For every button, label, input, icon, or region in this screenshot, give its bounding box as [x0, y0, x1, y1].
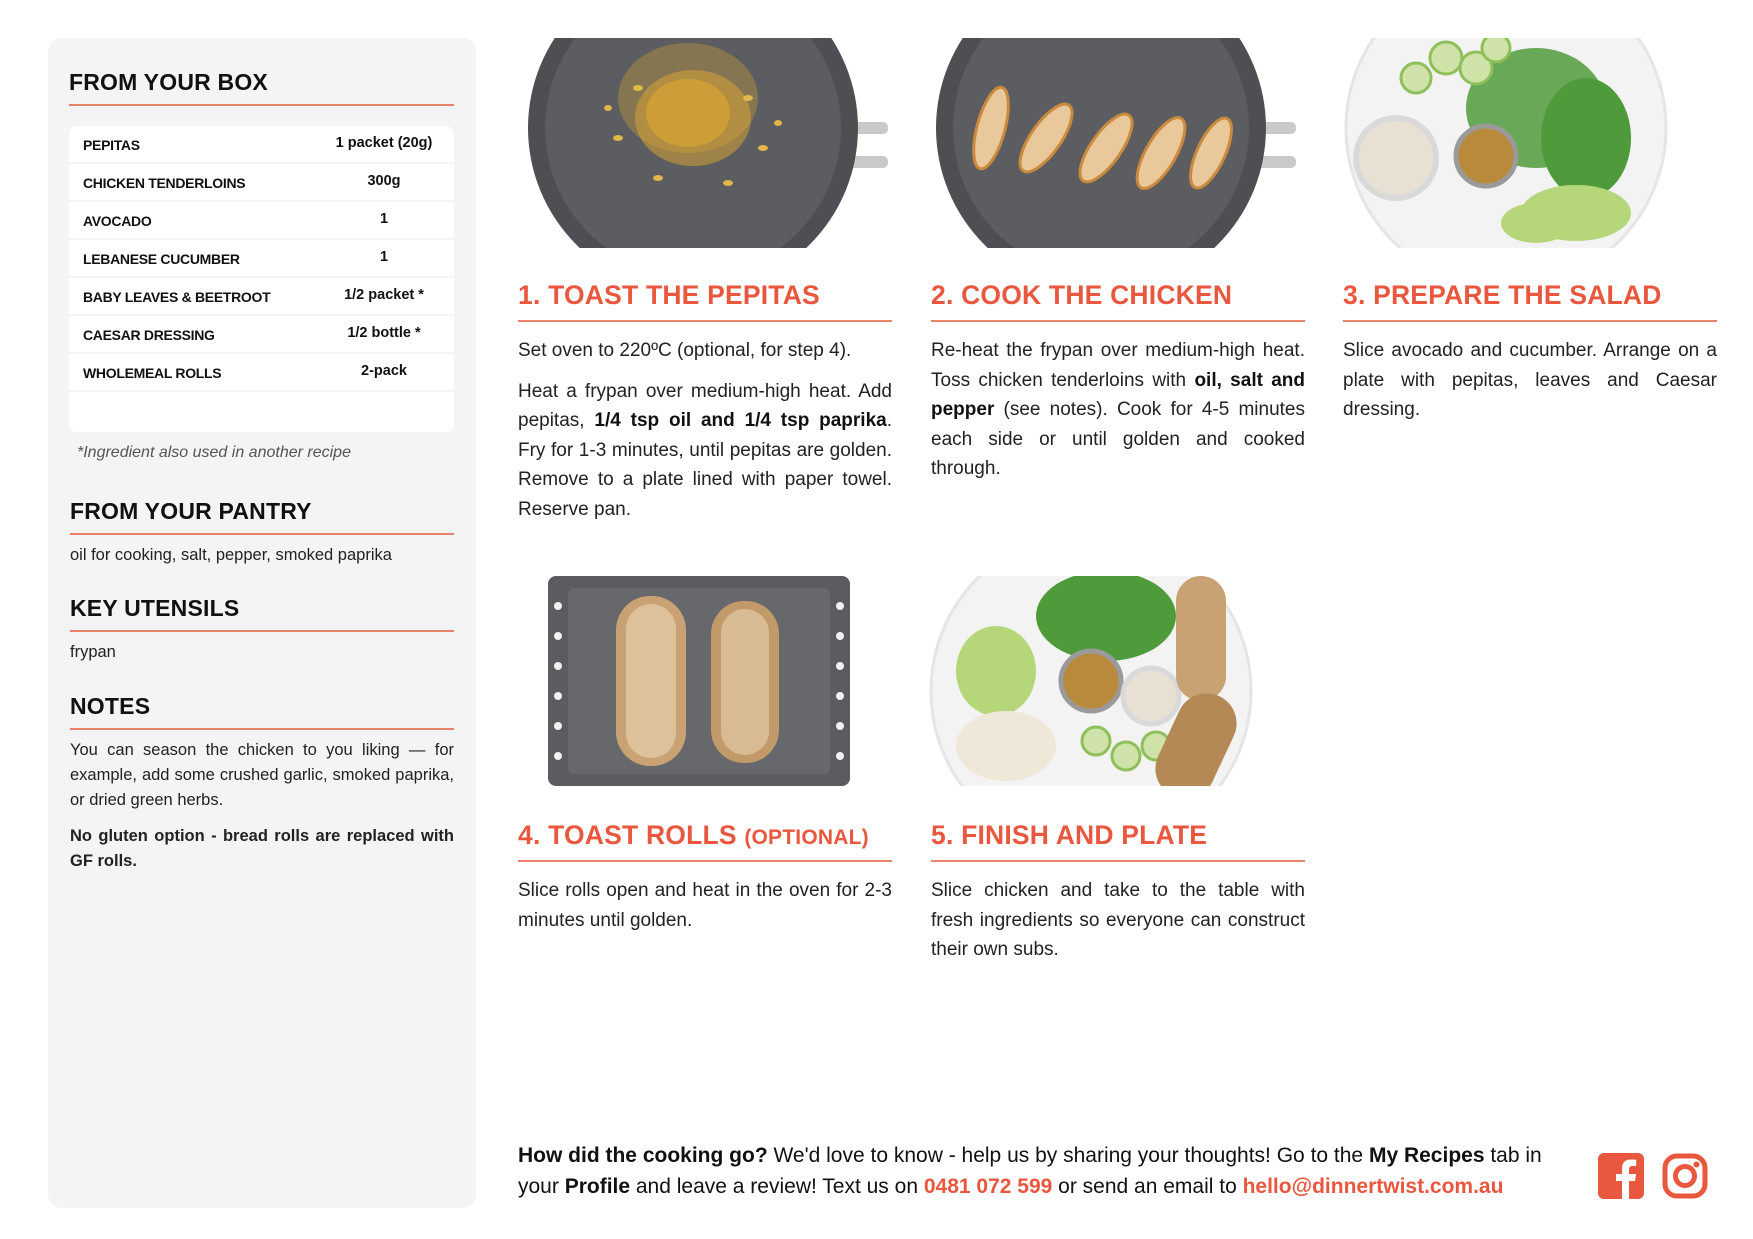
step-4-para-1: Slice rolls open and heat in the oven for 2-3 minutes until golden.: [518, 880, 892, 931]
heading-rule: [70, 728, 454, 730]
feedback-footer: [518, 1140, 1578, 1202]
step-2-title: 2. COOK THE CHICKEN: [931, 280, 1233, 310]
step-4-title-text: 4. TOAST ROLLS: [518, 820, 737, 850]
step-rule: [931, 860, 1305, 862]
step-1-image: [518, 38, 888, 248]
step-3-image: [1336, 38, 1706, 248]
step-1-para-1: Set oven to 220ºC (optional, for step 4).: [518, 340, 852, 361]
ingredient-row: [69, 202, 454, 240]
ingredient-row: [69, 278, 454, 316]
ingredient-note: *Ingredient also used in another recipe: [77, 444, 351, 461]
step-5-image: [926, 576, 1296, 786]
step-rule: [931, 320, 1305, 322]
step-4-image: [518, 576, 888, 786]
step-2-text-bold: oil, salt and pepper: [931, 369, 1305, 420]
step-5-para-1: Slice chicken and take to the table with fresh ingredients so everyone can construct their own subs.: [931, 880, 1305, 960]
ingredient-name: AVOCADO: [83, 213, 152, 229]
instagram-icon[interactable]: [1662, 1153, 1708, 1199]
step-rule: [518, 320, 892, 322]
notes-heading: NOTES: [70, 693, 151, 719]
step-1-text: [518, 336, 892, 535]
ingredient-qty: 2-pack: [361, 363, 407, 379]
ingredient-name: BABY LEAVES & BEETROOT: [83, 289, 271, 305]
utensils-text: frypan: [70, 643, 116, 661]
step-1-text-c: . Fry for 1-3 minutes, until pepitas are golden. Remove to a plate lined with paper towel. Reserve pan.: [518, 410, 893, 520]
ingredient-name: LEBANESE CUCUMBER: [83, 251, 240, 267]
pantry-heading: FROM YOUR PANTRY: [70, 498, 312, 524]
ingredients-sidebar: [48, 38, 476, 1208]
heading-rule: [70, 533, 454, 535]
step-4-text: [518, 876, 892, 946]
ingredient-name: CHICKEN TENDERLOINS: [83, 175, 246, 191]
footer-my-recipes: My Recipes: [1368, 1144, 1485, 1167]
ingredient-row: [69, 316, 454, 354]
ingredient-qty: 1: [379, 211, 389, 227]
facebook-icon[interactable]: [1598, 1153, 1644, 1199]
footer-text-3: and leave a review! Text us on: [630, 1175, 924, 1198]
step-4-title: [518, 820, 869, 851]
ingredient-row: [69, 164, 454, 202]
footer-text-4: or send an email to: [1052, 1175, 1243, 1198]
step-2-text: [931, 336, 1305, 495]
ingredient-qty: 1: [379, 249, 389, 265]
ingredient-name: WHOLEMEAL ROLLS: [83, 365, 222, 381]
step-2-image: [926, 38, 1296, 248]
notes-text: You can season the chicken to you liking — for example, add some crushed garlic, smoked paprika, or dried green herbs.: [70, 741, 454, 809]
step-1-para-2: [518, 377, 892, 525]
ingredient-row: [69, 354, 454, 392]
step-rule: [518, 860, 892, 862]
step-2-para-1: [931, 336, 1305, 484]
footer-phone-link[interactable]: 0481 072 599: [923, 1175, 1053, 1198]
step-rule: [1343, 320, 1717, 322]
step-2-text-c: (see notes). Cook for 4-5 minutes each side or until golden and cooked through.: [931, 399, 1305, 479]
from-your-box-heading: FROM YOUR BOX: [69, 69, 268, 95]
step-2-text-a: Re-heat the frypan over medium-high heat. Toss chicken tenderloins with: [931, 340, 1305, 391]
heading-rule: [70, 630, 454, 632]
footer-question: How did the cooking go?: [518, 1144, 768, 1167]
footer-text-1: We'd love to know - help us by sharing your thoughts! Go to the: [767, 1144, 1369, 1167]
ingredient-row: [69, 126, 454, 164]
step-3-text: [1343, 336, 1717, 436]
ingredient-row: [69, 240, 454, 278]
ingredient-qty: 1 packet (20g): [335, 135, 433, 151]
notes-gluten-option: No gluten option - bread rolls are replaced with GF rolls.: [70, 827, 454, 870]
utensils-heading: KEY UTENSILS: [70, 595, 240, 621]
pantry-text: oil for cooking, salt, pepper, smoked paprika: [70, 546, 392, 564]
ingredient-qty: 300g: [367, 173, 401, 189]
ingredient-table: [69, 126, 454, 432]
step-1-text-bold: 1/4 tsp oil and 1/4 tsp paprika: [594, 410, 887, 431]
footer-email-link[interactable]: hello@dinnertwist.com.au: [1242, 1175, 1504, 1198]
step-5-title: 5. FINISH AND PLATE: [931, 820, 1208, 850]
step-5-text: [931, 876, 1305, 976]
step-1-title: 1. TOAST THE PEPITAS: [518, 280, 820, 310]
ingredient-name: CAESAR DRESSING: [83, 327, 215, 343]
heading-rule: [69, 104, 454, 106]
step-1-text-a: Heat a frypan over medium-high heat. Add pepitas,: [518, 380, 892, 431]
step-4-title-optional: (OPTIONAL): [744, 826, 869, 849]
step-3-title: 3. PREPARE THE SALAD: [1343, 280, 1662, 310]
ingredient-name: PEPITAS: [83, 137, 140, 153]
ingredient-qty: 1/2 packet *: [344, 287, 424, 303]
ingredient-qty: 1/2 bottle *: [347, 325, 421, 341]
footer-profile: Profile: [564, 1175, 631, 1198]
footer-text-2: tab in your: [518, 1144, 1542, 1198]
step-3-para-1: Slice avocado and cucumber. Arrange on a plate with pepitas, leaves and Caesar dressing.: [1343, 340, 1717, 420]
